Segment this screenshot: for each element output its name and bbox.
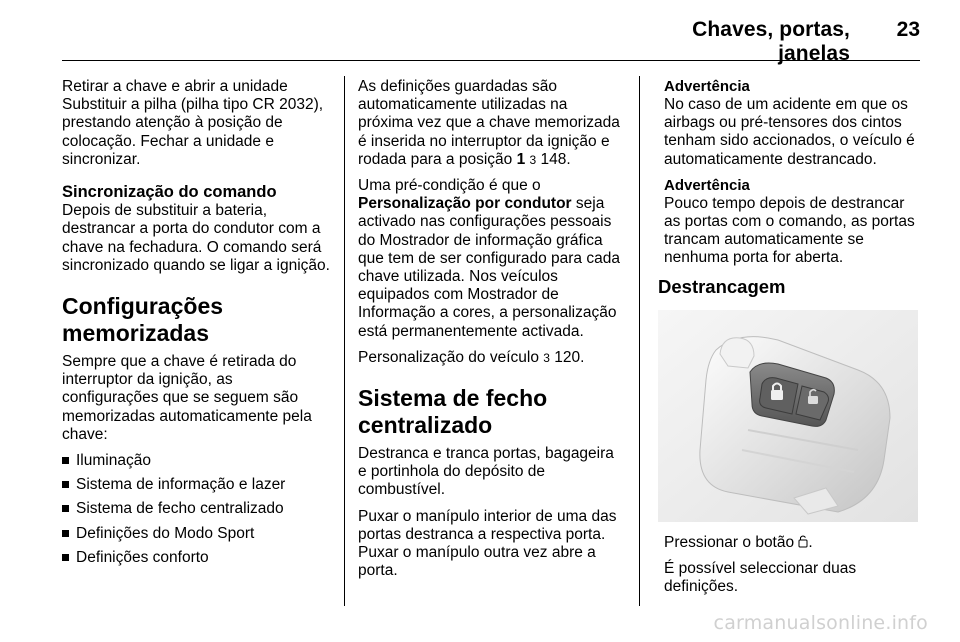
paragraph: Sempre que a chave é retirada do interruptor da ignição, as configurações que se seguem são memorizadas automaticamente pela chave:	[62, 353, 312, 443]
bullet-icon	[62, 457, 69, 464]
unlock-button-icon	[798, 534, 808, 548]
bullet-icon	[62, 505, 69, 512]
section-heading-settings: Configurações memorizadas	[62, 293, 224, 347]
list-item: Sistema de informação e lazer	[62, 476, 330, 494]
page-number: 23	[896, 18, 920, 41]
section-heading-sync: Sincronização do comando	[62, 183, 277, 202]
paragraph: Retirar a chave e abrir a unidade Substituir a pilha (pilha tipo CR 2032), prestando atenção à posição de colocação. Fechar a unidade e sincronizar.	[62, 78, 324, 168]
column-divider	[344, 76, 345, 606]
list-item: Definições do Modo Sport	[62, 525, 330, 543]
warning-text: No caso de um acidente em que os airbags ou pré-tensores dos cintos tenham sido accionados, o veículo é automaticamente destrancado.	[664, 96, 915, 168]
settings-list	[62, 452, 330, 567]
warning-block	[664, 177, 922, 268]
paragraph: É possível seleccionar duas definições.	[664, 560, 857, 596]
header-divider	[62, 60, 920, 61]
warning-block	[664, 78, 922, 169]
list-item: Iluminação	[62, 452, 330, 470]
column-middle	[358, 78, 626, 588]
page-reference-icon[interactable]: 3	[529, 152, 537, 167]
paragraph: Pressionar o botão .	[664, 533, 813, 551]
paragraph: Uma pré-condição é que o Personalização por condutor seja activado nas configurações pessoais do Mostrador de informação gráfica que tem de ser configurado para cada chave utilizada. Nos veículos equipados com Mostrador de Informação a cores, a personalização está permanentemente activada.	[358, 177, 620, 340]
paragraph: Destranca e tranca portas, bagageira e portinhola do depósito de combustível.	[358, 445, 614, 499]
watermark: carmanualsonline.info	[713, 612, 928, 634]
page-reference[interactable]: 148.	[540, 150, 571, 168]
page-reference[interactable]: 120.	[554, 348, 585, 366]
key-remote-image	[658, 310, 918, 522]
column-left	[62, 78, 330, 573]
warning-title: Advertência	[664, 176, 750, 194]
section-heading-central-locking: Sistema de fecho centralizado	[358, 385, 548, 439]
bullet-icon	[62, 481, 69, 488]
warning-text: Pouco tempo depois de destrancar as portas com o comando, as portas trancam automaticamente se nenhuma porta for aberta.	[664, 194, 915, 267]
paragraph: Puxar o manípulo interior de uma das portas destranca a respectiva porta. Puxar o manípulo outra vez abre a porta.	[358, 507, 617, 580]
paragraph: Depois de substituir a bateria, destrancar a porta do condutor com a chave na fechadura. O comando será sincronizado quando se ligar a ignição.	[62, 202, 330, 274]
list-item: Sistema de fecho centralizado	[62, 500, 330, 518]
bullet-icon	[62, 530, 69, 537]
section-heading-unlock: Destrancagem	[658, 275, 786, 297]
page-title: Chaves, portas, janelas	[692, 18, 850, 65]
column-divider	[639, 76, 640, 606]
ignition-position: 1	[516, 150, 526, 168]
warning-title: Advertência	[664, 78, 750, 95]
list-item: Definições conforto	[62, 549, 330, 567]
paragraph: Personalização do veículo 3 120.	[358, 348, 585, 366]
column-right	[658, 78, 922, 604]
paragraph: As definições guardadas são automaticamente utilizadas na próxima vez que a chave memorizada é inserida no interruptor da ignição e rodada para a posição 1 3 148.	[358, 78, 620, 168]
bullet-icon	[62, 554, 69, 561]
page-reference-icon[interactable]: 3	[543, 350, 550, 365]
menu-option: Personalização por condutor	[358, 195, 572, 213]
